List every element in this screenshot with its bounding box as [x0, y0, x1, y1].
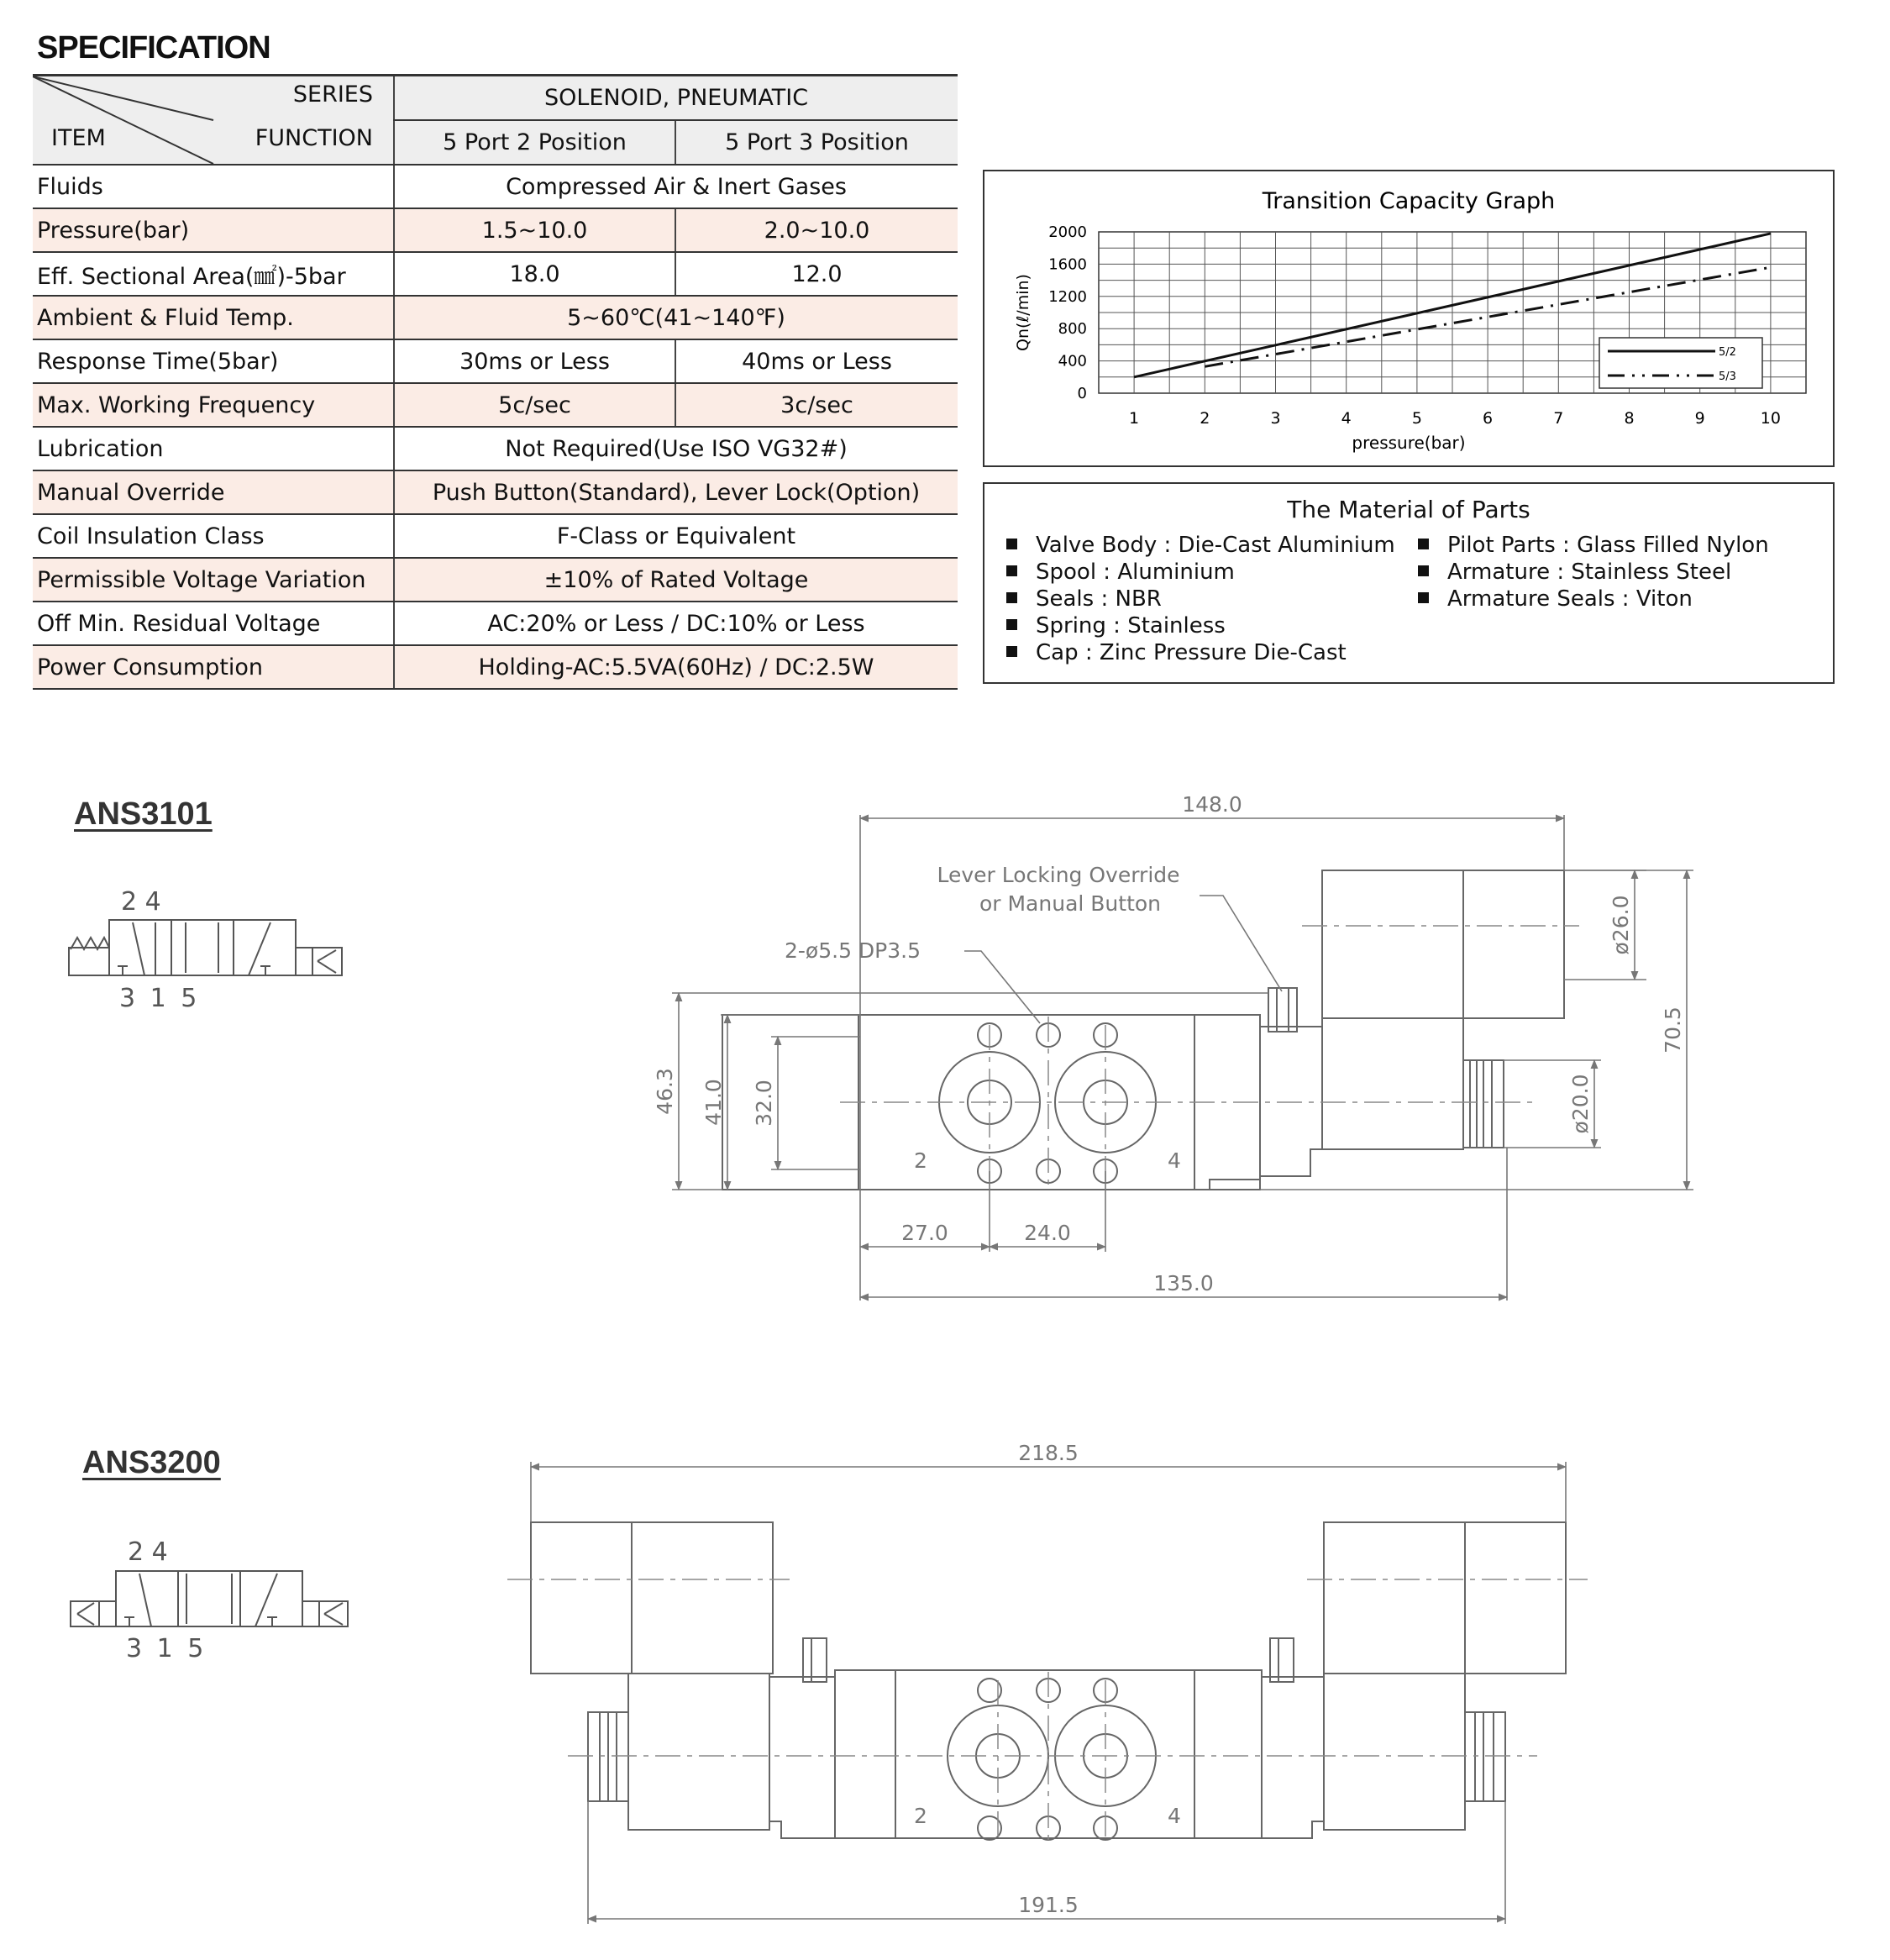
row-value: Compressed Air & Inert Gases	[394, 165, 958, 208]
ans3200-centerlines	[507, 1579, 1588, 1840]
material-item: Valve Body : Die-Cast Aluminium	[1006, 533, 1395, 558]
dim-191-5: 191.5	[1018, 1893, 1079, 1917]
row-value: 5c/sec	[394, 383, 675, 427]
x-tick-label: 1	[1129, 409, 1140, 428]
row-value: F-Class or Equivalent	[394, 514, 958, 558]
port-label-4: 4	[1168, 1148, 1181, 1173]
dim-27: 27.0	[901, 1221, 948, 1245]
model-title-ans3200: ANS3200	[82, 1445, 221, 1480]
y-tick-label: 800	[1058, 320, 1087, 339]
x-tick-label: 5	[1411, 409, 1422, 428]
legend-label-5-3: 5/3	[1719, 370, 1736, 383]
materials-title: The Material of Parts	[1287, 496, 1530, 523]
row-label: Response Time(5bar)	[33, 339, 394, 383]
ans3101-centerlines	[840, 926, 1579, 1191]
chart-title: Transition Capacity Graph	[1262, 188, 1556, 214]
row-label: Permissible Voltage Variation	[33, 558, 394, 602]
dim-20: ø20.0	[1568, 1074, 1593, 1134]
row-value: 1.5~10.0	[394, 208, 675, 252]
row-value: Not Required(Use ISO VG32#)	[394, 427, 958, 470]
row-value: Holding-AC:5.5VA(60Hz) / DC:2.5W	[394, 645, 958, 689]
dim-26: ø26.0	[1609, 895, 1633, 955]
ans3200-symbol-ports-bottom: 3 1 5	[126, 1634, 207, 1663]
x-tick-label: 3	[1270, 409, 1281, 428]
dim-148: 148.0	[1182, 792, 1242, 817]
x-tick-label: 9	[1694, 409, 1705, 428]
ans3101-symbol-ports-top: 2 4	[121, 887, 161, 917]
ans3101-valve-drawing	[722, 870, 1564, 1190]
port-label-2: 2	[914, 1804, 927, 1828]
ans3101-dimension-lines	[672, 815, 1693, 1301]
row-value: 40ms or Less	[675, 339, 958, 383]
ans3200-symbol-ports-top: 2 4	[128, 1537, 168, 1567]
material-item: Spring : Stainless	[1006, 613, 1226, 638]
dim-46-3: 46.3	[653, 1068, 677, 1115]
row-label: Eff. Sectional Area(㎟)-5bar	[33, 252, 394, 296]
row-label: Ambient & Fluid Temp.	[33, 296, 394, 339]
material-item: Cap : Zinc Pressure Die-Cast	[1006, 640, 1347, 665]
row-label: Fluids	[33, 165, 394, 208]
ans3200-pneumatic-symbol	[71, 1571, 348, 1626]
row-value: AC:20% or Less / DC:10% or Less	[394, 602, 958, 645]
ans3101-dimension-labels	[653, 792, 1685, 1295]
x-tick-label: 2	[1200, 409, 1210, 428]
port-label-2: 2	[914, 1148, 927, 1173]
ans3101-pneumatic-symbol	[69, 920, 342, 975]
dim-24: 24.0	[1024, 1221, 1071, 1245]
material-item: Armature Seals : Viton	[1418, 586, 1693, 612]
dim-70-5: 70.5	[1661, 1006, 1685, 1054]
y-tick-label: 1600	[1048, 255, 1087, 274]
y-tick-label: 400	[1058, 352, 1087, 370]
x-axis-label: pressure(bar)	[1352, 433, 1466, 453]
port-label-4: 4	[1168, 1804, 1181, 1828]
header-series-value: SOLENOID, PNEUMATIC	[394, 76, 958, 121]
dim-135: 135.0	[1153, 1271, 1214, 1295]
page-title: SPECIFICATION	[37, 30, 270, 66]
annotation-mounting-hole: 2-ø5.5 DP3.5	[785, 938, 921, 963]
row-label: Power Consumption	[33, 645, 394, 689]
row-value: ±10% of Rated Voltage	[394, 558, 958, 602]
row-value: 5~60℃(41~140℉)	[394, 296, 958, 339]
material-item: Seals : NBR	[1006, 586, 1162, 612]
y-axis-label: Qn(ℓ/min)	[1014, 274, 1032, 351]
annotation-override-line1: Lever Locking Override	[937, 863, 1180, 887]
x-tick-label: 4	[1341, 409, 1352, 428]
y-tick-label: 2000	[1048, 223, 1087, 241]
x-tick-label: 7	[1553, 409, 1564, 428]
y-tick-label: 0	[1077, 385, 1087, 402]
ans3101-symbol-ports-bottom: 3 1 5	[119, 984, 201, 1013]
header-col-3pos: 5 Port 3 Position	[675, 120, 958, 165]
row-label: Off Min. Residual Voltage	[33, 602, 394, 645]
x-tick-label: 8	[1624, 409, 1635, 428]
header-item-label: ITEM	[51, 125, 106, 151]
row-label: Max. Working Frequency	[33, 383, 394, 427]
x-tick-label: 10	[1760, 409, 1781, 428]
row-label: Manual Override	[33, 470, 394, 514]
dim-218-5: 218.5	[1018, 1441, 1079, 1465]
x-tick-label: 6	[1483, 409, 1494, 428]
header-series-label: SERIES	[292, 81, 373, 108]
row-value: 2.0~10.0	[675, 208, 958, 252]
row-label: Coil Insulation Class	[33, 514, 394, 558]
row-value: 12.0	[675, 252, 958, 296]
annotation-override-line2: or Manual Button	[979, 891, 1162, 916]
row-value: 18.0	[394, 252, 675, 296]
material-item: Armature : Stainless Steel	[1418, 560, 1731, 585]
dim-41: 41.0	[701, 1079, 726, 1126]
row-value: 3c/sec	[675, 383, 958, 427]
dim-32: 32.0	[752, 1080, 776, 1127]
model-title-ans3101: ANS3101	[74, 796, 213, 832]
header-col-2pos: 5 Port 2 Position	[394, 120, 675, 165]
row-value: 30ms or Less	[394, 339, 675, 383]
y-tick-label: 1200	[1048, 287, 1087, 306]
row-label: Pressure(bar)	[33, 208, 394, 252]
material-item: Pilot Parts : Glass Filled Nylon	[1418, 533, 1769, 558]
header-function-label: FUNCTION	[255, 125, 373, 151]
row-label: Lubrication	[33, 427, 394, 470]
legend-label-5-2: 5/2	[1719, 346, 1736, 359]
material-item: Spool : Aluminium	[1006, 560, 1235, 585]
row-value: Push Button(Standard), Lever Lock(Option)	[394, 470, 958, 514]
